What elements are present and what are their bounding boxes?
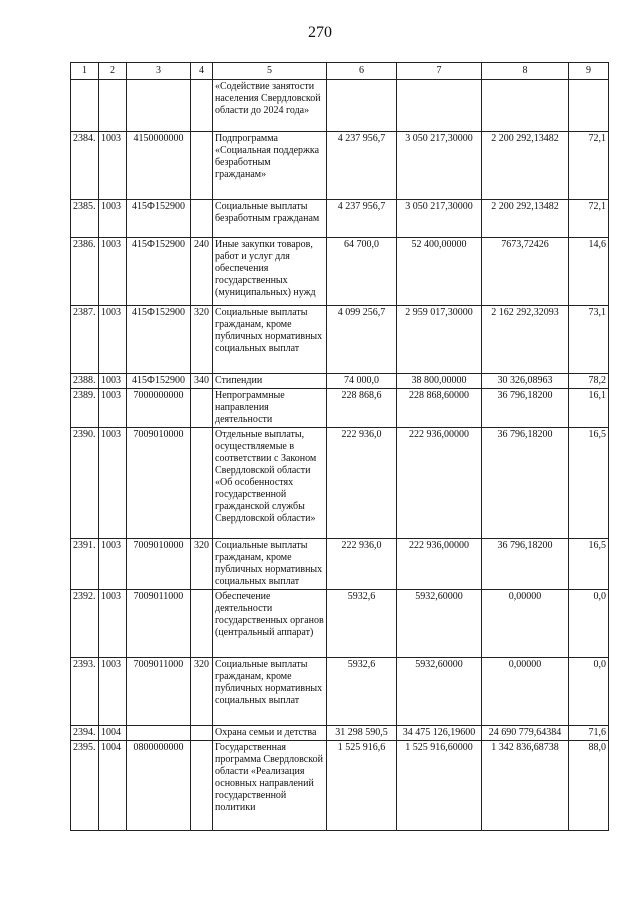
item-name-cell: Охрана семьи и детства xyxy=(213,726,327,741)
item-name-cell: «Содействие занятости населения Свердловской области до 2024 года» xyxy=(213,80,327,132)
execution-percent-cell: 73,1 xyxy=(569,306,609,374)
column-header-2: 2 xyxy=(99,63,127,80)
executed-amount-cell: 36 796,18200 xyxy=(482,539,569,590)
column-header-6: 6 xyxy=(327,63,397,80)
section-code-cell: 1003 xyxy=(99,389,127,428)
executed-amount-cell: 1 342 836,68738 xyxy=(482,741,569,831)
revised-amount-cell: 38 800,00000 xyxy=(397,374,482,389)
target-code-cell: 415Ф152900 xyxy=(127,200,191,238)
section-code-cell xyxy=(99,80,127,132)
revised-amount-cell: 3 050 217,30000 xyxy=(397,200,482,238)
execution-percent-cell: 0,0 xyxy=(569,590,609,658)
row-number-cell xyxy=(71,80,99,132)
target-code-cell: 7009010000 xyxy=(127,539,191,590)
approved-amount-cell: 5932,6 xyxy=(327,658,397,726)
executed-amount-cell: 30 326,08963 xyxy=(482,374,569,389)
column-header-5: 5 xyxy=(213,63,327,80)
budget-table xyxy=(70,62,609,831)
target-code-cell: 415Ф152900 xyxy=(127,306,191,374)
target-code-cell xyxy=(127,80,191,132)
table-row xyxy=(71,539,609,590)
revised-amount-cell: 52 400,00000 xyxy=(397,238,482,306)
row-number-cell: 2388. xyxy=(71,374,99,389)
table-header-row xyxy=(71,63,609,80)
approved-amount-cell: 4 237 956,7 xyxy=(327,132,397,200)
table-row xyxy=(71,200,609,238)
row-number-cell: 2391. xyxy=(71,539,99,590)
revised-amount-cell: 1 525 916,60000 xyxy=(397,741,482,831)
row-number-cell: 2389. xyxy=(71,389,99,428)
section-code-cell: 1003 xyxy=(99,428,127,539)
column-header-7: 7 xyxy=(397,63,482,80)
section-code-cell: 1004 xyxy=(99,726,127,741)
expense-type-cell: 320 xyxy=(191,658,213,726)
expense-type-cell xyxy=(191,590,213,658)
item-name-cell: Социальные выплаты гражданам, кроме публичных нормативных социальных выплат xyxy=(213,658,327,726)
executed-amount-cell: 24 690 779,64384 xyxy=(482,726,569,741)
column-header-1: 1 xyxy=(71,63,99,80)
row-number-cell: 2393. xyxy=(71,658,99,726)
row-number-cell: 2394. xyxy=(71,726,99,741)
approved-amount-cell: 1 525 916,6 xyxy=(327,741,397,831)
execution-percent-cell: 71,6 xyxy=(569,726,609,741)
expense-type-cell xyxy=(191,200,213,238)
executed-amount-cell: 7673,72426 xyxy=(482,238,569,306)
executed-amount-cell: 2 200 292,13482 xyxy=(482,200,569,238)
approved-amount-cell xyxy=(327,80,397,132)
target-code-cell: 7009010000 xyxy=(127,428,191,539)
execution-percent-cell: 14,6 xyxy=(569,238,609,306)
section-code-cell: 1003 xyxy=(99,132,127,200)
execution-percent-cell: 88,0 xyxy=(569,741,609,831)
table-row xyxy=(71,80,609,132)
expense-type-cell: 320 xyxy=(191,306,213,374)
target-code-cell: 415Ф152900 xyxy=(127,238,191,306)
execution-percent-cell: 72,1 xyxy=(569,132,609,200)
approved-amount-cell: 4 099 256,7 xyxy=(327,306,397,374)
row-number-cell: 2392. xyxy=(71,590,99,658)
revised-amount-cell: 5932,60000 xyxy=(397,658,482,726)
section-code-cell: 1004 xyxy=(99,741,127,831)
item-name-cell: Социальные выплаты гражданам, кроме публичных нормативных социальных выплат xyxy=(213,306,327,374)
expense-type-cell xyxy=(191,741,213,831)
revised-amount-cell: 5932,60000 xyxy=(397,590,482,658)
approved-amount-cell: 228 868,6 xyxy=(327,389,397,428)
expense-type-cell: 240 xyxy=(191,238,213,306)
column-header-4: 4 xyxy=(191,63,213,80)
executed-amount-cell: 0,00000 xyxy=(482,658,569,726)
target-code-cell: 415Ф152900 xyxy=(127,374,191,389)
revised-amount-cell: 222 936,00000 xyxy=(397,539,482,590)
row-number-cell: 2390. xyxy=(71,428,99,539)
revised-amount-cell xyxy=(397,80,482,132)
page-number: 270 xyxy=(308,24,332,41)
table-row xyxy=(71,428,609,539)
target-code-cell: 7000000000 xyxy=(127,389,191,428)
row-number-cell: 2387. xyxy=(71,306,99,374)
executed-amount-cell xyxy=(482,80,569,132)
row-number-cell: 2385. xyxy=(71,200,99,238)
section-code-cell: 1003 xyxy=(99,374,127,389)
table-row xyxy=(71,132,609,200)
approved-amount-cell: 74 000,0 xyxy=(327,374,397,389)
expense-type-cell: 320 xyxy=(191,539,213,590)
executed-amount-cell: 2 200 292,13482 xyxy=(482,132,569,200)
revised-amount-cell: 3 050 217,30000 xyxy=(397,132,482,200)
section-code-cell: 1003 xyxy=(99,658,127,726)
executed-amount-cell: 0,00000 xyxy=(482,590,569,658)
execution-percent-cell: 16,5 xyxy=(569,428,609,539)
row-number-cell: 2384. xyxy=(71,132,99,200)
approved-amount-cell: 222 936,0 xyxy=(327,428,397,539)
table-row xyxy=(71,389,609,428)
executed-amount-cell: 2 162 292,32093 xyxy=(482,306,569,374)
execution-percent-cell: 72,1 xyxy=(569,200,609,238)
target-code-cell: 0800000000 xyxy=(127,741,191,831)
expense-type-cell xyxy=(191,428,213,539)
revised-amount-cell: 222 936,00000 xyxy=(397,428,482,539)
table-row xyxy=(71,306,609,374)
revised-amount-cell: 228 868,60000 xyxy=(397,389,482,428)
target-code-cell: 7009011000 xyxy=(127,658,191,726)
revised-amount-cell: 2 959 017,30000 xyxy=(397,306,482,374)
approved-amount-cell: 4 237 956,7 xyxy=(327,200,397,238)
section-code-cell: 1003 xyxy=(99,539,127,590)
item-name-cell: Обеспечение деятельности государственных органов (центральный аппарат) xyxy=(213,590,327,658)
item-name-cell: Иные закупки товаров, работ и услуг для обеспечения государственных (муниципальных) нужд xyxy=(213,238,327,306)
approved-amount-cell: 31 298 590,5 xyxy=(327,726,397,741)
section-code-cell: 1003 xyxy=(99,590,127,658)
expense-type-cell xyxy=(191,389,213,428)
approved-amount-cell: 64 700,0 xyxy=(327,238,397,306)
execution-percent-cell: 78,2 xyxy=(569,374,609,389)
target-code-cell xyxy=(127,726,191,741)
item-name-cell: Социальные выплаты безработным гражданам xyxy=(213,200,327,238)
expense-type-cell xyxy=(191,80,213,132)
column-header-9: 9 xyxy=(569,63,609,80)
item-name-cell: Подпрограмма «Социальная поддержка безработным гражданам» xyxy=(213,132,327,200)
target-code-cell: 4150000000 xyxy=(127,132,191,200)
executed-amount-cell: 36 796,18200 xyxy=(482,389,569,428)
row-number-cell: 2386. xyxy=(71,238,99,306)
expense-type-cell xyxy=(191,132,213,200)
execution-percent-cell: 0,0 xyxy=(569,658,609,726)
table-row xyxy=(71,726,609,741)
execution-percent-cell: 16,5 xyxy=(569,539,609,590)
approved-amount-cell: 222 936,0 xyxy=(327,539,397,590)
target-code-cell: 7009011000 xyxy=(127,590,191,658)
table-row xyxy=(71,238,609,306)
table-row xyxy=(71,658,609,726)
executed-amount-cell: 36 796,18200 xyxy=(482,428,569,539)
expense-type-cell xyxy=(191,726,213,741)
execution-percent-cell xyxy=(569,80,609,132)
section-code-cell: 1003 xyxy=(99,238,127,306)
table-row xyxy=(71,741,609,831)
revised-amount-cell: 34 475 126,19600 xyxy=(397,726,482,741)
table-row xyxy=(71,374,609,389)
section-code-cell: 1003 xyxy=(99,306,127,374)
column-header-8: 8 xyxy=(482,63,569,80)
approved-amount-cell: 5932,6 xyxy=(327,590,397,658)
item-name-cell: Социальные выплаты гражданам, кроме публичных нормативных социальных выплат xyxy=(213,539,327,590)
column-header-3: 3 xyxy=(127,63,191,80)
row-number-cell: 2395. xyxy=(71,741,99,831)
expense-type-cell: 340 xyxy=(191,374,213,389)
section-code-cell: 1003 xyxy=(99,200,127,238)
item-name-cell: Непрограммные направления деятельности xyxy=(213,389,327,428)
table-row xyxy=(71,590,609,658)
item-name-cell: Отдельные выплаты, осуществляемые в соответствии с Законом Свердловской области «Об особенностях государственной гражданской службы Свердловской области» xyxy=(213,428,327,539)
item-name-cell: Стипендии xyxy=(213,374,327,389)
item-name-cell: Государственная программа Свердловской области «Реализация основных направлений государственной политики xyxy=(213,741,327,831)
execution-percent-cell: 16,1 xyxy=(569,389,609,428)
